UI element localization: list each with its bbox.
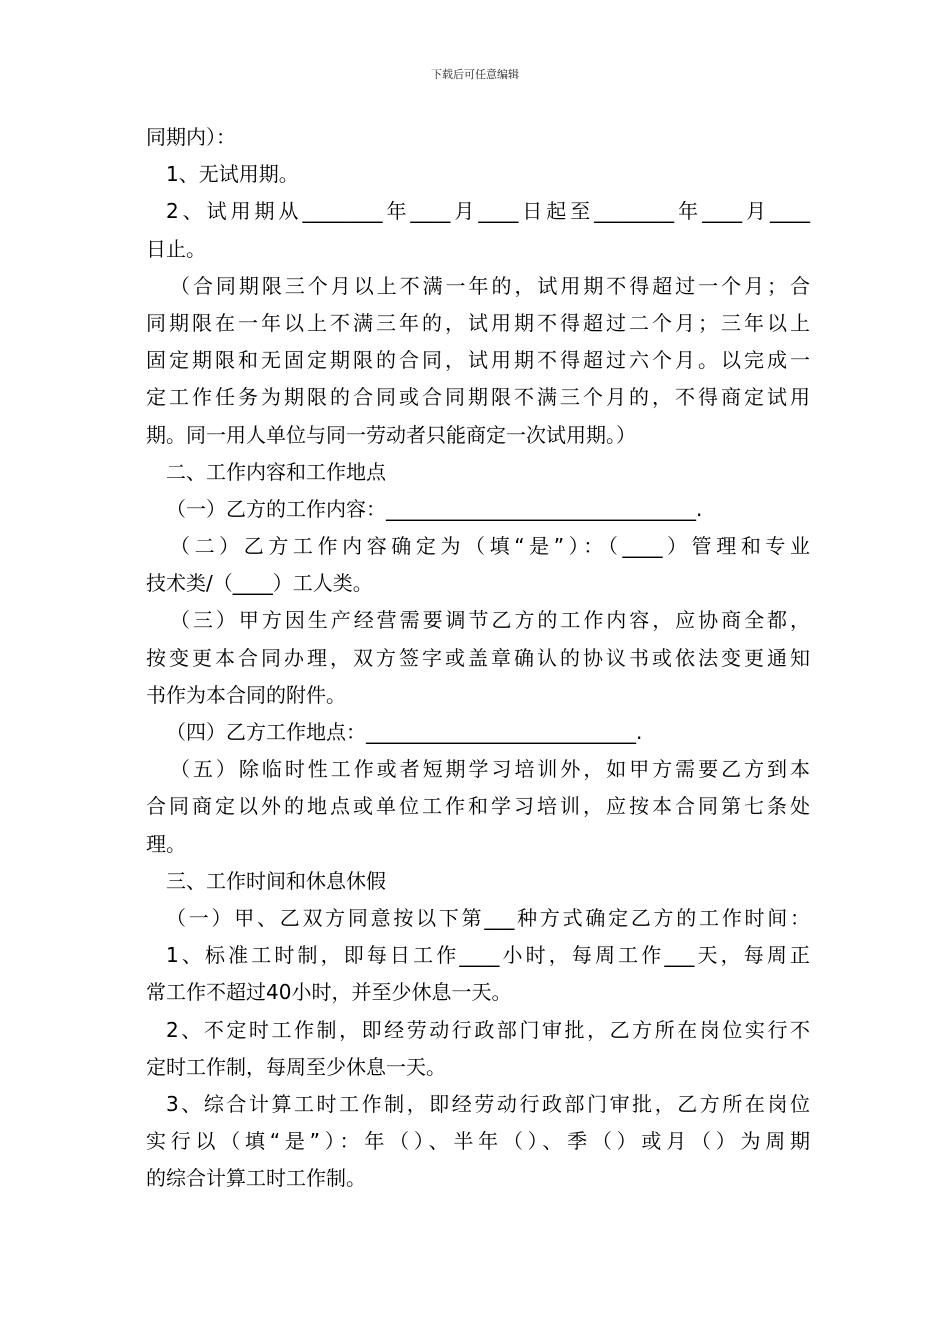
text-line: 实行以（填“是”）：年（）、半年（）、季（）或月（）为周期 bbox=[146, 1129, 810, 1154]
text-line: （合同期限三个月以上不满一年的，试用期不得超过一个月；合 bbox=[170, 273, 810, 298]
text-line: 同期内）： bbox=[146, 125, 236, 149]
text-line: （五）除临时性工作或者短期学习培训外，如甲方需要乙方到本 bbox=[170, 757, 810, 782]
text-line: 定时工作制，每周至少休息一天。 bbox=[146, 1054, 446, 1079]
page-header: 下载后可任意编辑 bbox=[431, 68, 519, 81]
text-line: 2、试用期从________年____月____日起至________年____月____ bbox=[166, 199, 810, 224]
section-heading: 二、工作内容和工作地点 bbox=[166, 459, 386, 484]
text-line: 理。 bbox=[146, 831, 186, 856]
text-line: 期。同一用人单位与同一劳动者只能商定一次试用期。） bbox=[146, 422, 636, 447]
text-line: 1、无试用期。 bbox=[166, 162, 299, 187]
text-line: （二）乙方工作内容确定为（填“是”）：（____）管理和专业 bbox=[170, 534, 810, 559]
text-line: 的综合计算工时工作制。 bbox=[146, 1166, 366, 1191]
text-line: 1、标准工时制，即每日工作____小时，每周工作___天，每周正 bbox=[166, 943, 810, 968]
section-heading: 三、工作时间和休息休假 bbox=[166, 868, 386, 893]
text-line: 2、不定时工作制，即经劳动行政部门审批，乙方所在岗位实行不 bbox=[166, 1017, 810, 1042]
text-line: 日止。 bbox=[146, 236, 206, 261]
text-line: 技术类/（____）工人类。 bbox=[146, 571, 373, 596]
text-line: 按变更本合同办理，双方签字或盖章确认的协议书或依法变更通知 bbox=[146, 645, 810, 670]
text-line: 常工作不超过40小时，并至少休息一天。 bbox=[146, 980, 512, 1005]
text-line: 合同商定以外的地点或单位工作和学习培训，应按本合同第七条处 bbox=[146, 794, 810, 819]
text-line: 固定期限和无固定期限的合同，试用期不得超过六个月。以完成一 bbox=[146, 348, 810, 373]
text-line: 定工作任务为期限的合同或合同期限不满三个月的，不得商定试用 bbox=[146, 385, 810, 410]
text-line: 书作为本合同的附件。 bbox=[146, 682, 346, 707]
text-line: （一）甲、乙双方同意按以下第___种方式确定乙方的工作时间： bbox=[166, 905, 810, 930]
text-line: （一）乙方的工作内容：_______________________________. bbox=[166, 496, 703, 521]
document-body bbox=[146, 119, 810, 1197]
text-line: 3、综合计算工时工作制，即经劳动行政部门审批，乙方所在岗位 bbox=[166, 1091, 810, 1116]
text-line: （三）甲方因生产经营需要调节乙方的工作内容，应协商全都， bbox=[170, 608, 810, 633]
text-line: （四）乙方工作地点：___________________________. bbox=[166, 720, 643, 744]
text-line: 同期限在一年以上不满三年的，试用期不得超过二个月；三年以上 bbox=[146, 310, 810, 335]
